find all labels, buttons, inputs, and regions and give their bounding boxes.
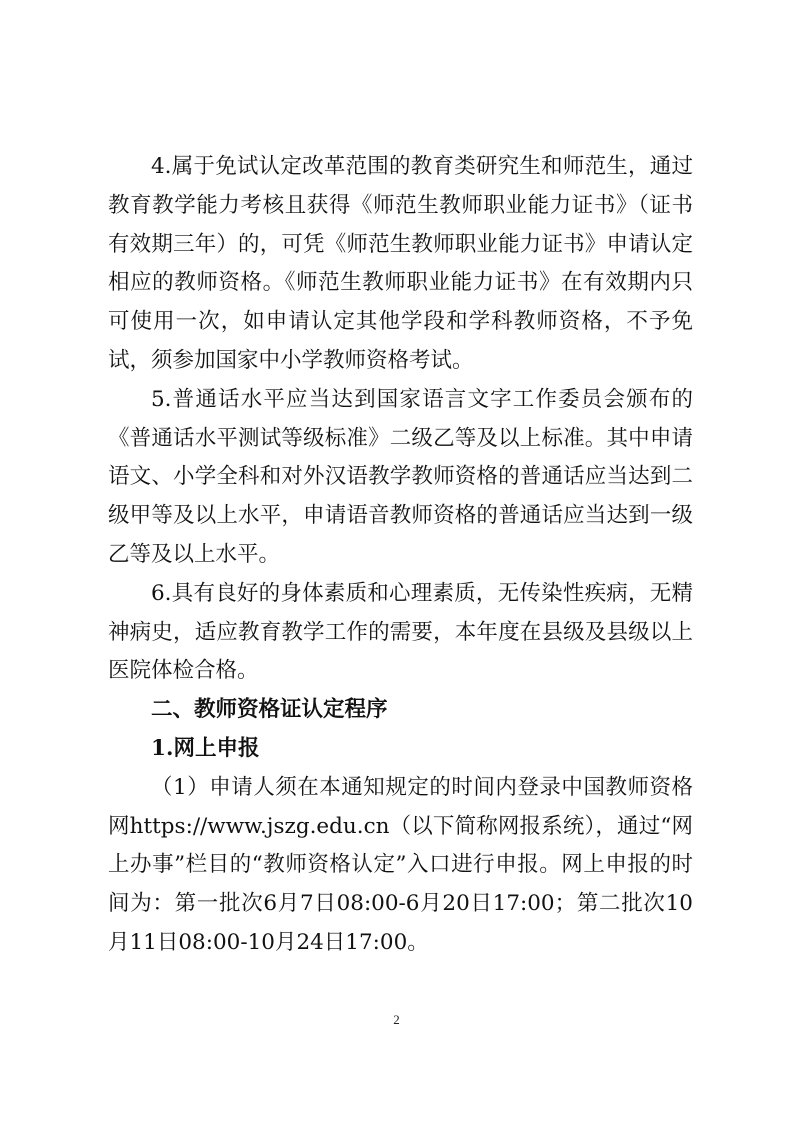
paragraph-item-4: 4.属于免试认定改革范围的教育类研究生和师范生，通过教育教学能力考核且获得《师范生教师职业能力证书》（证书有效期三年）的，可凭《师范生教师职业能力证书》申请认定相应的教师资格。《师范生教师职业能力证书》在有效期内只可使用一次，如申请认定其他学段和学科教师资格，不予免试，须参加国家中小学教师资格考试。 xyxy=(108,154,693,373)
paragraph-item-5: 5.普通话水平应当达到国家语言文字工作委员会颁布的《普通话水平测试等级标准》二级乙等及以上标准。其中申请语文、小学全科和对外汉语教学教师资格的普通话应当达到二级甲等及以上水平，申请语音教师资格的普通话应当达到一级乙等及以上水平。 xyxy=(108,386,693,567)
section-heading: 二、教师资格证认定程序 xyxy=(151,697,388,723)
paragraph-item-6: 6.具有良好的身体素质和心理素质，无传染性疾病，无精神病史，适应教育教学工作的需要，本年度在县级及县级以上医院体检合格。 xyxy=(108,580,693,684)
page-number: 2 xyxy=(393,1012,400,1027)
subsection-heading: 1.网上申报 xyxy=(151,735,260,761)
procedure-paragraph: （1）申请人须在本通知规定的时间内登录中国教师资格网https://www.jszg.edu.cn（以下简称网报系统），通过“网上办事”栏目的“教师资格认定”入口进行申报。网上申报的时间为：第一批次6月7日08:00-6月20日17:00；第二批次10月11日08:00-10月24日17:00。 xyxy=(108,774,693,955)
document-body xyxy=(108,148,693,963)
